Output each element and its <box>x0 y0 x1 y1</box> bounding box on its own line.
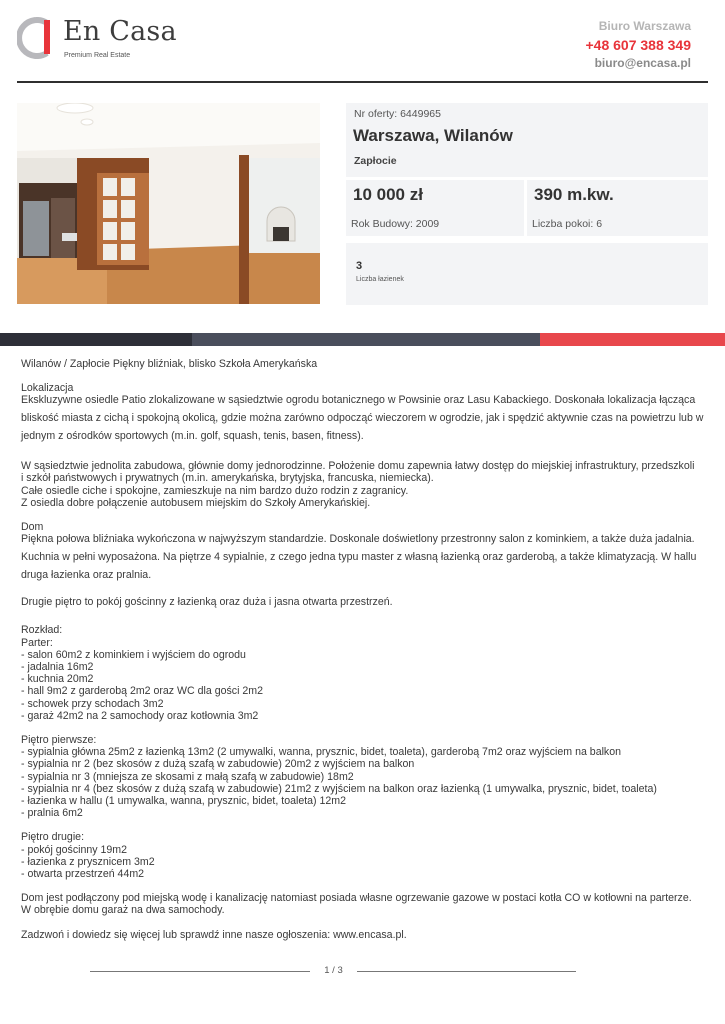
neighborhood-block <box>21 457 706 509</box>
list-item: - sypialnia główna 25m2 z łazienką 13m2 (2 umywalki, wanna, prysznic, bidet, toaleta), garderobą 7m2 oraz wyjściem na balkon <box>21 746 622 759</box>
logo-icon <box>17 17 57 59</box>
bathrooms-panel <box>346 243 708 305</box>
page-number: 1 / 3 <box>324 965 343 976</box>
area-panel <box>527 180 708 236</box>
price-panel <box>346 180 524 236</box>
list-item: - łazienka z prysznicem 3m2 <box>21 855 155 868</box>
offer-number: Nr oferty: 6449965 <box>354 108 441 120</box>
list-item: - kuchnia 20m2 <box>21 673 94 686</box>
list-item: - otwarta przestrzeń 44m2 <box>21 868 145 881</box>
listing-city: Warszawa, Wilanów <box>353 126 513 145</box>
office-email[interactable]: biuro@encasa.pl <box>594 56 691 70</box>
location-text: Ekskluzywne osiedle Patio zlokalizowane w sąsiedztwie ogrodu botanicznego w Powsinie oraz Lasu Kabackiego. Doskonała lokalizacja łącząca bliskość miasta z cichą i spokojną okolicą, gdzie można zarówno odpocząć wieczorem w ogrodzie, jak i spędzić aktywnie czas na powietrzu lub w jednym z ośrodków sportowych (m.in. golf, squash, tenis, basen, fitness). <box>21 394 704 443</box>
list-item: - pokój gościnny 19m2 <box>21 843 127 856</box>
list-item: - łazienka w hallu (1 umywalka, wanna, prysznic, bidet, toaleta) 12m2 <box>21 795 347 808</box>
bathroom-count: 3 <box>356 260 363 272</box>
house-text: Piękna połowa bliźniaka wykończona w najwyższym standardzie. Doskonale doświetlony przestronny salon z kominkiem, a także duża jadalnia. Kuchnia w pełni wyposażona. Na piętrze 4 sypialnie, z czego jedna typu master z własną łazienką oraz garderobą, a także klimatyzacją. W hallu druga łazienka oraz pralnia. <box>21 533 697 582</box>
second-floor-list <box>21 844 706 881</box>
bathroom-label: Liczba łazienek <box>356 276 404 283</box>
list-item: - sypialnia nr 2 (bez skosów z dużą szafą w zabudowie) 20m2 z wyjściem na balkon <box>21 758 415 771</box>
neighborhood-line: Z osiedla dobre połączenie autobusem miejskim do Szkoły Amerykańskiej. <box>21 496 371 509</box>
page-footer <box>0 964 725 980</box>
contact-text: Zadzwoń i dowiedz się więcej lub sprawdź inne nasze ogłoszenia: www.encasa.pl. <box>21 928 407 941</box>
list-item: - pralnia 6m2 <box>21 807 83 820</box>
footer-rule-right <box>357 971 576 972</box>
list-item: - jadalnia 16m2 <box>21 661 94 674</box>
year-built: Rok Budowy: 2009 <box>351 218 440 230</box>
room-count: Liczba pokoi: 6 <box>532 218 603 230</box>
listing-district: Zapłocie <box>354 155 397 167</box>
office-phone[interactable]: +48 607 388 349 <box>585 37 691 53</box>
neighborhood-line: i szkół państwowych i prywatnych (m.in. amerykańska, brytyjska, francuska, niemiecka). <box>21 472 434 485</box>
list-item: - sypialnia nr 4 (bez skosów z dużą szafą w zabudowie) 21m2 z wyjściem na balkon oraz łazienką (1 umywalka, prysznic, bidet, toaleta) <box>21 782 657 795</box>
color-bar-segment <box>0 333 192 346</box>
color-divider-bar <box>0 333 725 346</box>
house-heading: Dom <box>21 521 44 534</box>
location-heading: Lokalizacja <box>21 382 74 395</box>
utilities-line: Dom jest podłączony pod miejską wodę i kanalizację natomiast posiada własne ogrzewanie gazowe w postaci kotła CO w kotłowni na parterze. <box>21 892 692 905</box>
ground-floor-heading: Parter: <box>21 636 53 649</box>
color-bar-segment <box>540 333 725 346</box>
list-item: - garaż 42m2 na 2 samochody oraz kotłownia 3m2 <box>21 709 259 722</box>
color-bar-segment <box>192 333 540 346</box>
brand-tagline: Premium Real Estate <box>64 52 131 59</box>
listing-price: 10 000 zł <box>353 185 423 204</box>
neighborhood-line: W sąsiedztwie jednolita zabudowa, głównie domy jednorodzinne. Położenie domu zapewnia łatwy dostęp do miejskiej infrastruktury, przedszkoli <box>21 460 695 473</box>
listing-area: 390 m.kw. <box>534 185 614 204</box>
utilities-line: W obrębie domu garaż na dwa samochody. <box>21 904 225 917</box>
page-header <box>0 0 725 82</box>
office-name: Biuro Warszawa <box>598 19 691 33</box>
layout-heading: Rozkład: <box>21 624 63 637</box>
second-floor-heading: Piętro drugie: <box>21 831 85 844</box>
footer-rule-left <box>90 971 310 972</box>
description-title: Wilanów / Zapłocie Piękny bliźniak, blisko Szkoła Amerykańska <box>21 358 318 370</box>
property-photo <box>17 103 320 304</box>
brand-name: En Casa <box>63 16 177 47</box>
ground-floor-list <box>21 649 706 722</box>
listing-summary-panel <box>346 103 708 177</box>
list-item: - sypialnia nr 3 (mniejsza ze skosami z małą szafą w zabudowie) 18m2 <box>21 770 354 783</box>
first-floor-list <box>21 746 706 819</box>
first-floor-heading: Piętro pierwsze: <box>21 734 97 747</box>
neighborhood-line: Całe osiedle ciche i spokojne, zamieszkuje na nim bardzo dużo rodzin z zagranicy. <box>21 484 409 497</box>
list-item: - schowek przy schodach 3m2 <box>21 697 164 710</box>
second-floor-summary: Drugie piętro to pokój gościnny z łazienką oraz duża i jasna otwarta przestrzeń. <box>21 596 393 609</box>
listing-description <box>21 358 706 941</box>
list-item: - hall 9m2 z garderobą 2m2 oraz WC dla gości 2m2 <box>21 685 263 698</box>
header-divider <box>17 81 708 83</box>
list-item: - salon 60m2 z kominkiem i wyjściem do ogrodu <box>21 648 246 661</box>
office-contact <box>586 18 692 70</box>
